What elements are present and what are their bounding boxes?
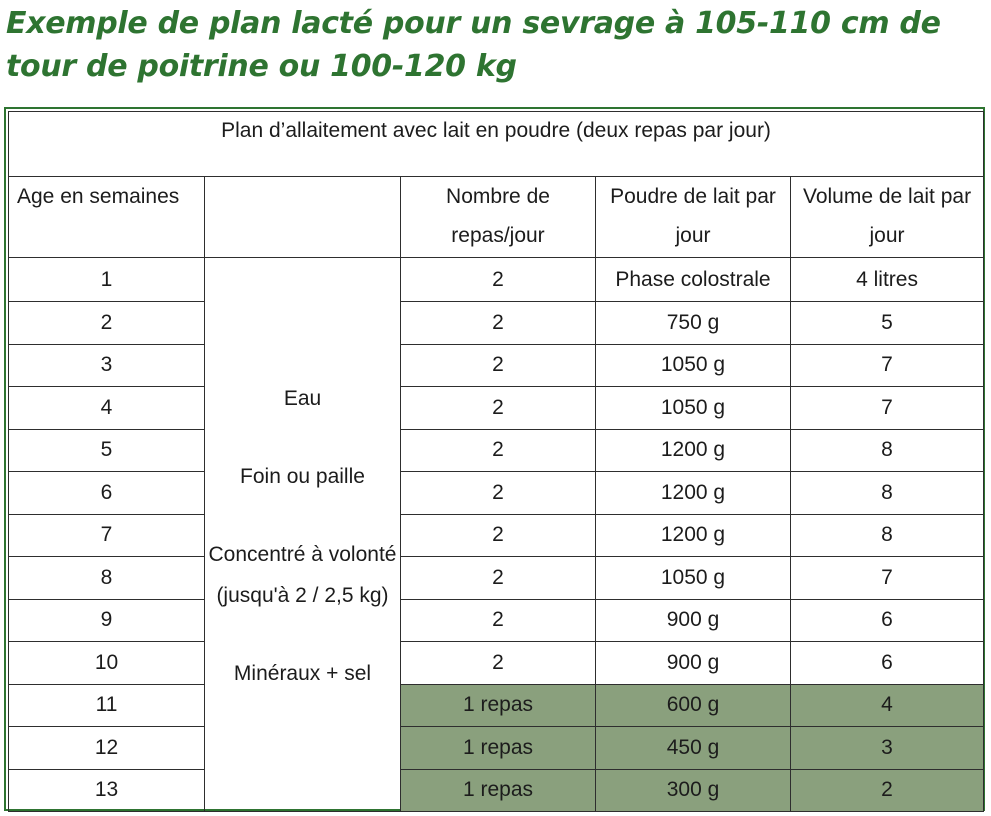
cell-poudre: 1050 g bbox=[596, 344, 791, 387]
cell-poudre: 600 g bbox=[596, 684, 791, 727]
cell-poudre: 750 g bbox=[596, 302, 791, 345]
header-poudre: Poudre de lait par jour bbox=[596, 177, 791, 258]
cell-volume: 7 bbox=[791, 557, 984, 600]
cell-age: 2 bbox=[9, 302, 205, 345]
cell-repas: 2 bbox=[401, 472, 596, 515]
cell-volume: 4 bbox=[791, 684, 984, 727]
table-caption: Plan d’allaitement avec lait en poudre (deux repas par jour) bbox=[9, 112, 984, 177]
table-row bbox=[9, 599, 984, 642]
header-repas: Nombre de repas/jour bbox=[401, 177, 596, 258]
table-row bbox=[9, 302, 984, 345]
cell-age: 11 bbox=[9, 684, 205, 727]
header-age: Age en semaines bbox=[9, 177, 205, 258]
table-row bbox=[9, 472, 984, 515]
cell-poudre: 300 g bbox=[596, 769, 791, 812]
cell-age: 13 bbox=[9, 769, 205, 812]
cell-repas: 2 bbox=[401, 429, 596, 472]
table-row bbox=[9, 429, 984, 472]
cell-poudre: 1050 g bbox=[596, 387, 791, 430]
cell-repas: 2 bbox=[401, 302, 596, 345]
cell-age: 9 bbox=[9, 599, 205, 642]
cell-age: 12 bbox=[9, 727, 205, 770]
cell-age: 1 bbox=[9, 258, 205, 302]
cell-repas: 2 bbox=[401, 258, 596, 302]
table-row bbox=[9, 514, 984, 557]
cell-poudre: 1050 g bbox=[596, 557, 791, 600]
cell-poudre: 1200 g bbox=[596, 429, 791, 472]
cell-poudre: 900 g bbox=[596, 599, 791, 642]
cell-age: 5 bbox=[9, 429, 205, 472]
cell-repas: 1 repas bbox=[401, 769, 596, 812]
cell-volume: 8 bbox=[791, 429, 984, 472]
cell-volume: 3 bbox=[791, 727, 984, 770]
cell-volume: 8 bbox=[791, 472, 984, 515]
feed-spacer bbox=[205, 497, 400, 534]
cell-poudre: Phase colostrale bbox=[596, 258, 791, 302]
cell-repas: 2 bbox=[401, 387, 596, 430]
cell-repas: 2 bbox=[401, 599, 596, 642]
header-feed bbox=[205, 177, 401, 258]
feed-note: Concentré à volonté bbox=[208, 543, 397, 566]
table-frame bbox=[4, 107, 985, 811]
table-row bbox=[9, 387, 984, 430]
header-row bbox=[9, 177, 984, 258]
cell-repas: 2 bbox=[401, 642, 596, 685]
cell-age: 10 bbox=[9, 642, 205, 685]
table-row bbox=[9, 642, 984, 685]
feed-note: Minéraux + sel bbox=[233, 662, 372, 685]
cell-repas: 1 repas bbox=[401, 727, 596, 770]
table-row bbox=[9, 727, 984, 770]
cell-age: 7 bbox=[9, 514, 205, 557]
table-row bbox=[9, 557, 984, 600]
cell-repas: 2 bbox=[401, 557, 596, 600]
feed-note: (jusqu'à 2 / 2,5 kg) bbox=[216, 584, 389, 607]
cell-feed-notes bbox=[205, 258, 401, 812]
cell-poudre: 900 g bbox=[596, 642, 791, 685]
cell-volume: 7 bbox=[791, 344, 984, 387]
feed-spacer bbox=[205, 616, 400, 653]
table-row bbox=[9, 684, 984, 727]
cell-poudre: 450 g bbox=[596, 727, 791, 770]
cell-volume: 6 bbox=[791, 642, 984, 685]
feed-note: Eau bbox=[283, 387, 322, 410]
table-row bbox=[9, 769, 984, 812]
cell-volume: 5 bbox=[791, 302, 984, 345]
milk-plan-table bbox=[8, 111, 984, 812]
cell-age: 6 bbox=[9, 472, 205, 515]
cell-repas: 1 repas bbox=[401, 684, 596, 727]
cell-age: 4 bbox=[9, 387, 205, 430]
cell-repas: 2 bbox=[401, 514, 596, 557]
cell-age: 3 bbox=[9, 344, 205, 387]
feed-note: Foin ou paille bbox=[240, 465, 365, 488]
cell-poudre: 1200 g bbox=[596, 514, 791, 557]
feed-spacer bbox=[205, 419, 400, 456]
cell-volume: 8 bbox=[791, 514, 984, 557]
cell-volume: 6 bbox=[791, 599, 984, 642]
page-title: Exemple de plan lacté pour un sevrage à 105-110 cm de tour de poitrine ou 100-120 kg bbox=[6, 6, 941, 84]
cell-poudre: 1200 g bbox=[596, 472, 791, 515]
header-volume: Volume de lait par jour bbox=[791, 177, 984, 258]
cell-age: 8 bbox=[9, 557, 205, 600]
cell-volume: 7 bbox=[791, 387, 984, 430]
cell-volume: 4 litres bbox=[791, 258, 984, 302]
cell-repas: 2 bbox=[401, 344, 596, 387]
cell-volume: 2 bbox=[791, 769, 984, 812]
table-row bbox=[9, 344, 984, 387]
table-row bbox=[9, 258, 984, 302]
